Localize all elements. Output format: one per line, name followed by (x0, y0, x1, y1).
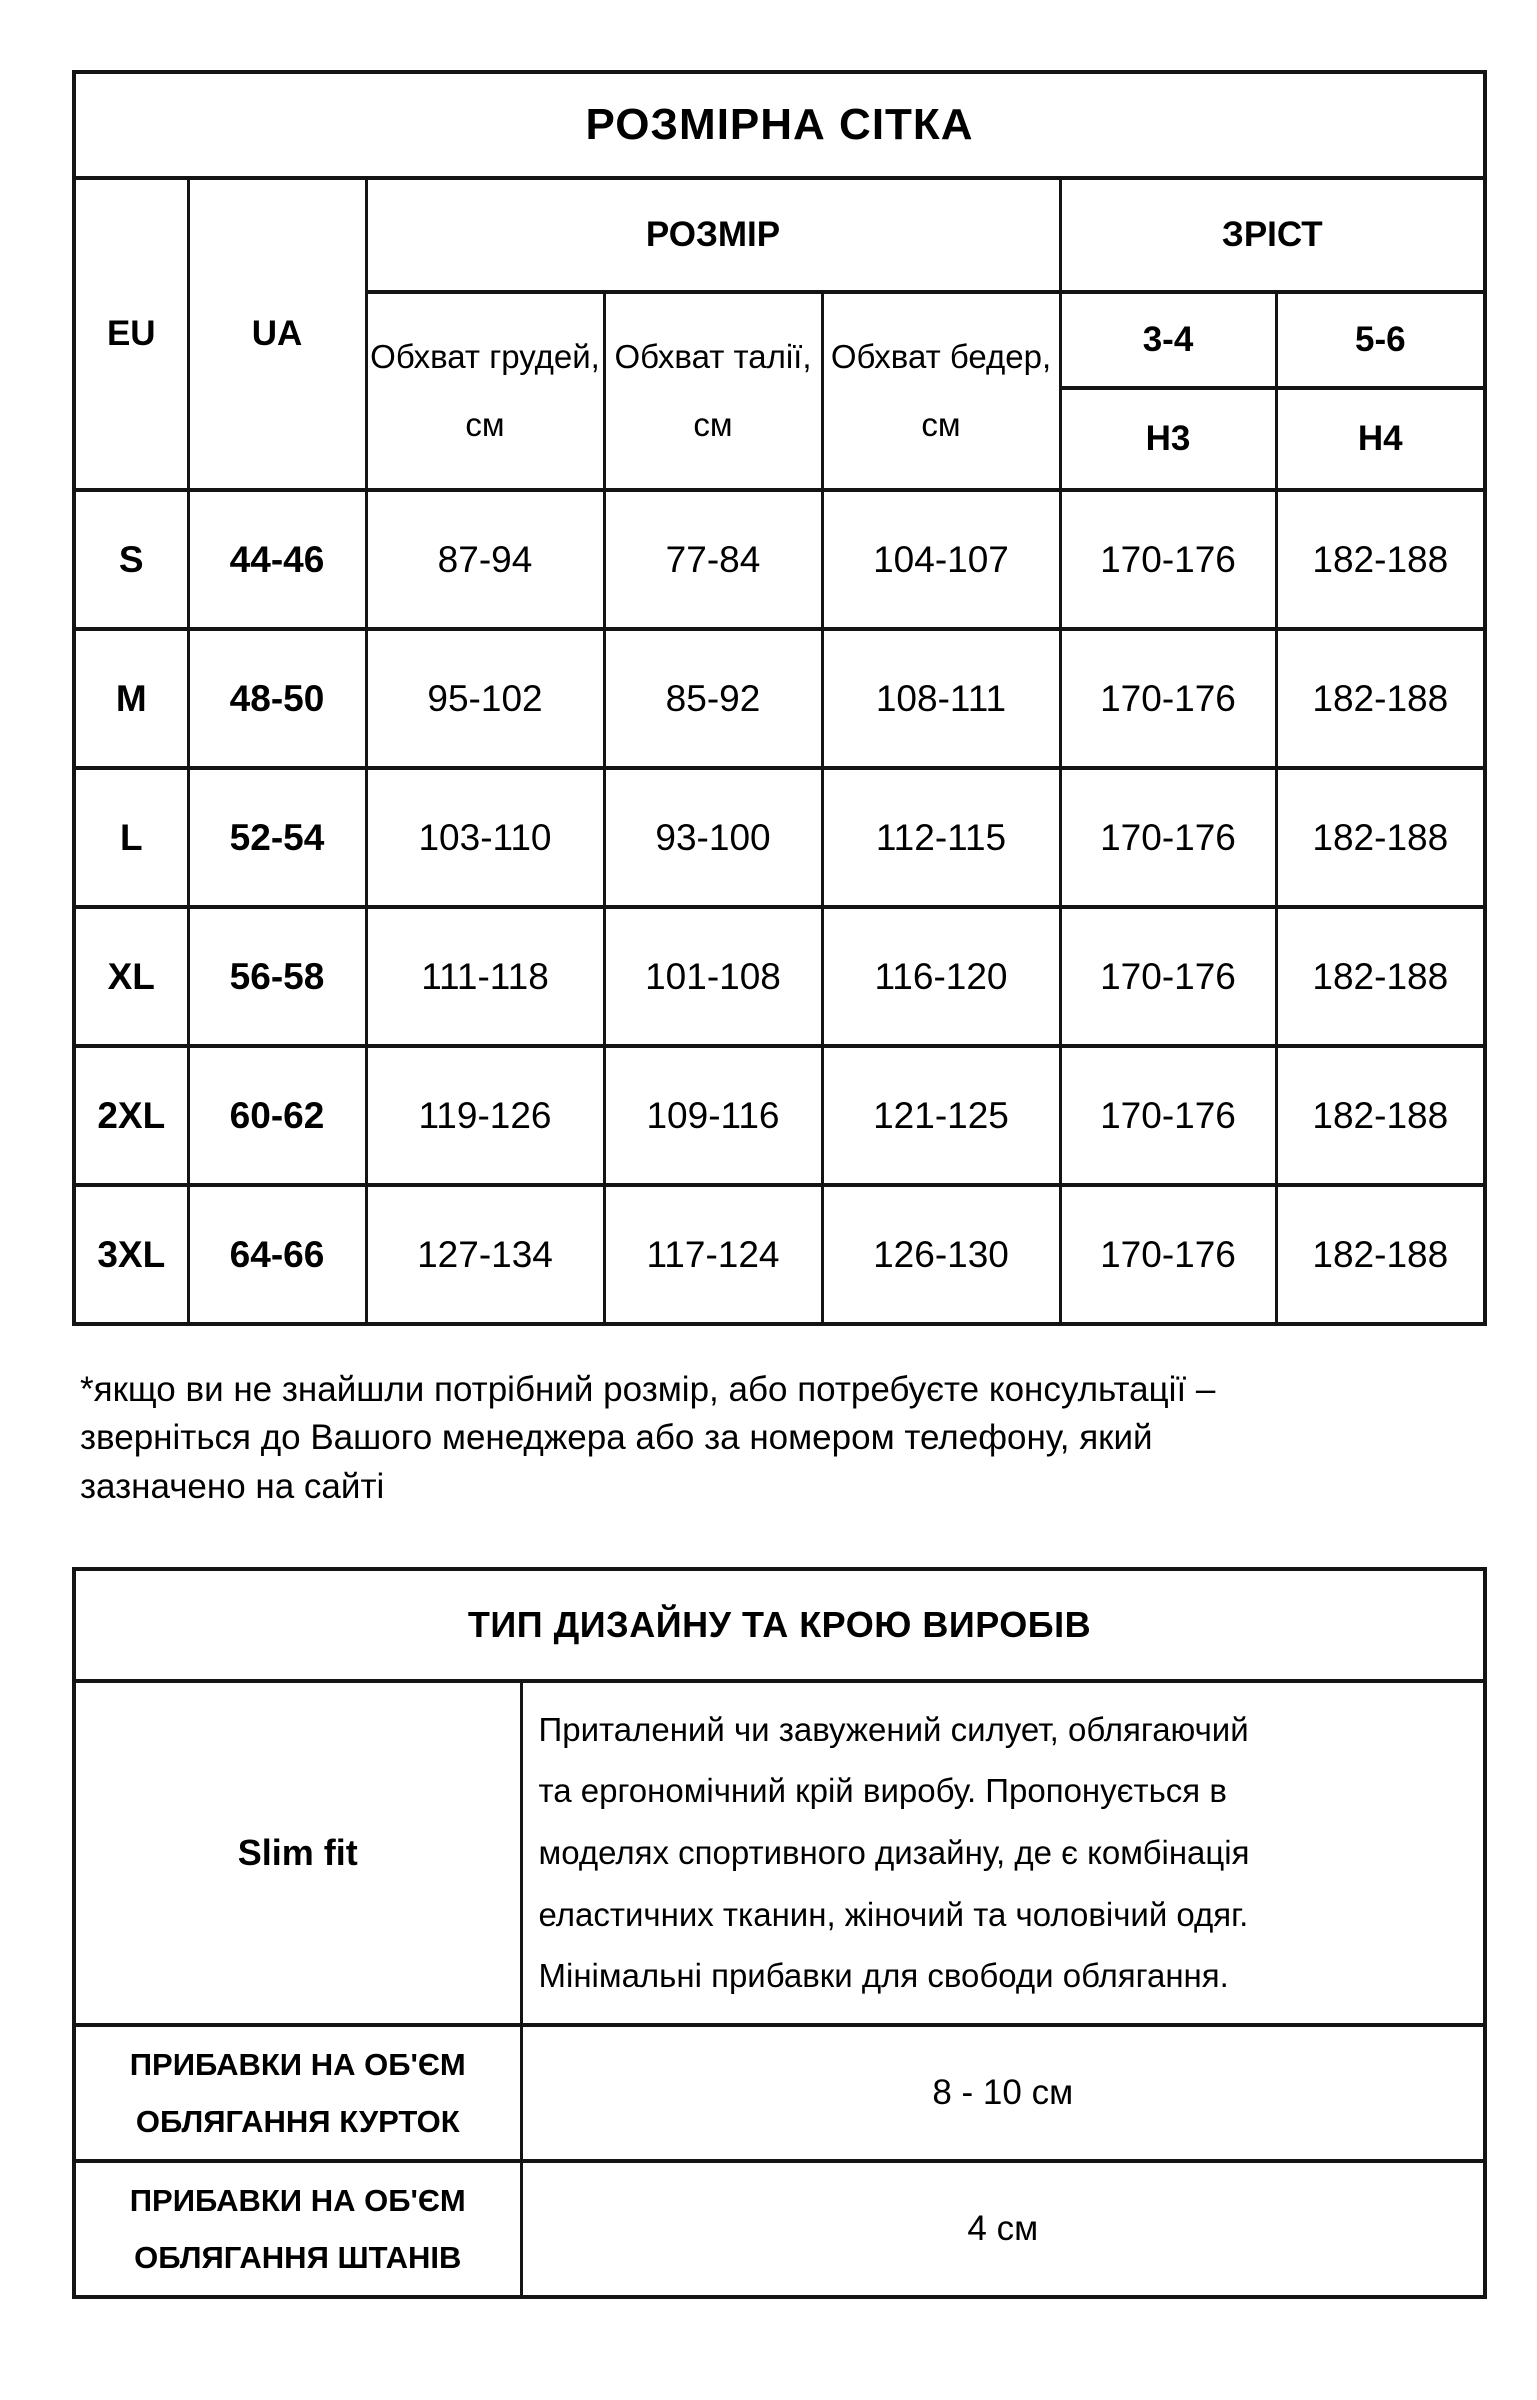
cell-height-h4: 182-188 (1276, 1185, 1485, 1324)
fit-table-title: ТИП ДИЗАЙНУ ТА КРОЮ ВИРОБІВ (74, 1569, 1485, 1681)
cell-hips: 126-130 (822, 1185, 1060, 1324)
footnote-line: *якщо ви не знайшли потрібний розмір, або потребуєте консультації – (80, 1370, 1216, 1409)
header-h4: Н4 (1276, 388, 1485, 490)
header-h3: Н3 (1060, 388, 1276, 490)
cell-height-h3: 170-176 (1060, 629, 1276, 768)
cell-height-h4: 182-188 (1276, 768, 1485, 907)
cell-ua: 48-50 (188, 629, 366, 768)
cell-eu: M (74, 629, 188, 768)
fit-table-title-row (74, 1569, 1485, 1681)
cell-height-h4: 182-188 (1276, 907, 1485, 1046)
header-hips: Обхват бедер, см (822, 292, 1060, 490)
pants-allowance-value: 4 см (521, 2161, 1485, 2297)
header-height-5-6: 5-6 (1276, 292, 1485, 388)
cell-height-h4: 182-188 (1276, 629, 1485, 768)
footnote (80, 1366, 1483, 1511)
header-waist: Обхват талії, см (604, 292, 822, 490)
slim-fit-description (521, 1681, 1485, 2025)
cell-waist: 85-92 (604, 629, 822, 768)
cell-hips: 121-125 (822, 1046, 1060, 1185)
cell-ua: 44-46 (188, 490, 366, 629)
cell-chest: 95-102 (366, 629, 604, 768)
description-line: Мінімальні прибавки для свободи облягання. (538, 1957, 1229, 1995)
cell-height-h3: 170-176 (1060, 1185, 1276, 1324)
cell-height-h4: 182-188 (1276, 1046, 1485, 1185)
size-row-l (74, 768, 1485, 907)
cell-eu: 2XL (74, 1046, 188, 1185)
header-height-3-4: 3-4 (1060, 292, 1276, 388)
cell-ua: 56-58 (188, 907, 366, 1046)
cell-height-h3: 170-176 (1060, 907, 1276, 1046)
description-line: моделях спортивного дизайну, де є комбінація (538, 1834, 1250, 1872)
cell-chest: 87-94 (366, 490, 604, 629)
cell-ua: 52-54 (188, 768, 366, 907)
header-ua: UA (188, 178, 366, 490)
header-size-group: РОЗМІР (366, 178, 1060, 292)
cell-eu: XL (74, 907, 188, 1046)
cell-waist: 93-100 (604, 768, 822, 907)
fit-row-pants-allowance (74, 2161, 1485, 2297)
description-line: Приталений чи завужений силует, облягаючий (538, 1710, 1249, 1748)
cell-waist: 117-124 (604, 1185, 822, 1324)
cell-hips: 104-107 (822, 490, 1060, 629)
cell-waist: 109-116 (604, 1046, 822, 1185)
size-table (72, 70, 1487, 1326)
cell-hips: 116-120 (822, 907, 1060, 1046)
size-row-s (74, 490, 1485, 629)
fit-row-slim (74, 1681, 1485, 2025)
slim-fit-label: Slim fit (74, 1681, 521, 2025)
size-table-title-row (74, 72, 1485, 178)
description-line: еластичних тканин, жіночий та чоловічий одяг. (538, 1895, 1249, 1933)
cell-chest: 103-110 (366, 768, 604, 907)
cell-eu: L (74, 768, 188, 907)
size-row-xl (74, 907, 1485, 1046)
jackets-allowance-label: ПРИБАВКИ НА ОБ'ЄМ ОБЛЯГАННЯ КУРТОК (74, 2025, 521, 2161)
cell-ua: 60-62 (188, 1046, 366, 1185)
header-eu: EU (74, 178, 188, 490)
fit-row-jackets-allowance (74, 2025, 1485, 2161)
fit-type-table (72, 1567, 1487, 2299)
cell-height-h3: 170-176 (1060, 768, 1276, 907)
size-row-2xl (74, 1046, 1485, 1185)
size-table-header-row-1 (74, 178, 1485, 292)
size-row-m (74, 629, 1485, 768)
cell-waist: 101-108 (604, 907, 822, 1046)
footnote-line: зверніться до Вашого менеджера або за номером телефону, який (80, 1418, 1153, 1458)
header-height-group: ЗРІСТ (1060, 178, 1485, 292)
cell-hips: 108-111 (822, 629, 1060, 768)
size-row-3xl (74, 1185, 1485, 1324)
footnote-line: зазначено на сайті (80, 1466, 385, 1506)
size-table-title: РОЗМІРНА СІТКА (74, 72, 1485, 178)
description-line: та ергономічний крій виробу. Пропонується в (538, 1772, 1227, 1810)
pants-allowance-label: ПРИБАВКИ НА ОБ'ЄМ ОБЛЯГАННЯ ШТАНІВ (74, 2161, 521, 2297)
jackets-allowance-value: 8 - 10 см (521, 2025, 1485, 2161)
cell-chest: 127-134 (366, 1185, 604, 1324)
cell-chest: 111-118 (366, 907, 604, 1046)
header-chest: Обхват грудей, см (366, 292, 604, 490)
cell-height-h4: 182-188 (1276, 490, 1485, 629)
cell-chest: 119-126 (366, 1046, 604, 1185)
cell-height-h3: 170-176 (1060, 1046, 1276, 1185)
cell-eu: 3XL (74, 1185, 188, 1324)
cell-height-h3: 170-176 (1060, 490, 1276, 629)
cell-eu: S (74, 490, 188, 629)
cell-hips: 112-115 (822, 768, 1060, 907)
cell-ua: 64-66 (188, 1185, 366, 1324)
cell-waist: 77-84 (604, 490, 822, 629)
